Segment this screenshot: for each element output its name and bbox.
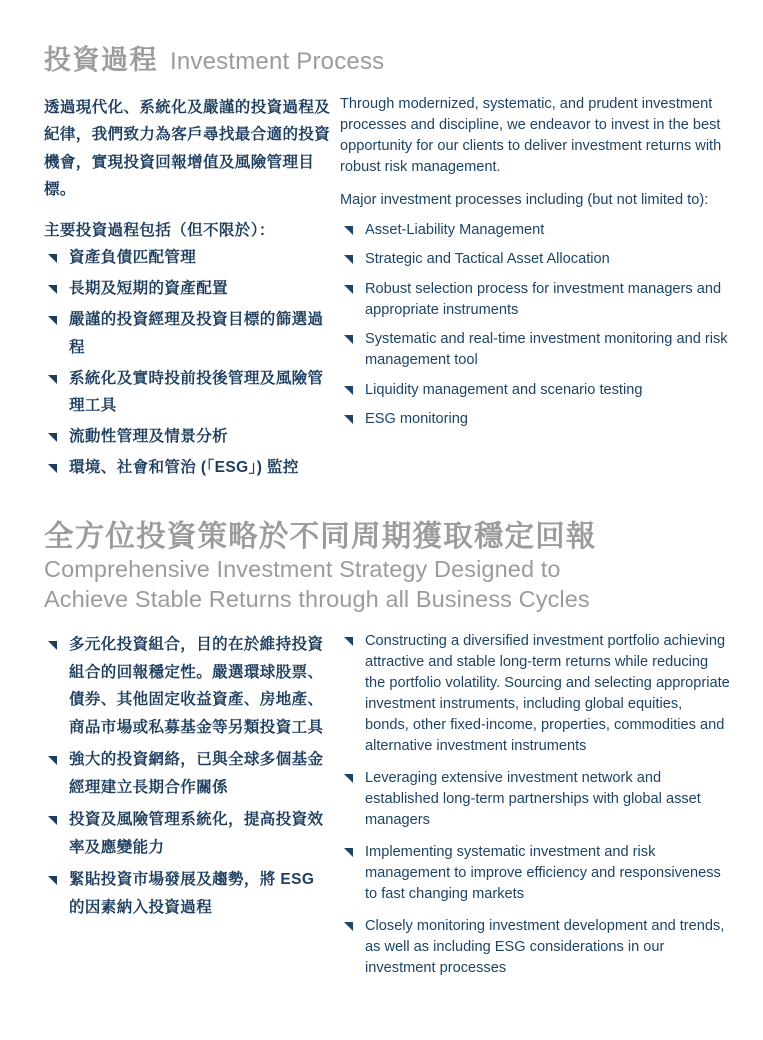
list-item — [340, 631, 730, 757]
triangle-bullet-icon — [47, 640, 58, 651]
section1-right-intro: Major investment processes including (but not limited to): — [340, 191, 709, 208]
list-item — [340, 279, 730, 321]
section2-heading-en-line2: Achieve Stable Returns through all Business Cycles — [44, 585, 590, 612]
section1-heading — [44, 0, 719, 76]
list-item-label: 緊貼投資市場發展及趨勢，將 ESG 的因素納入投資過程 — [69, 871, 315, 916]
list-item-label: Robust selection process for investment managers and appropriate instruments — [365, 280, 722, 318]
list-item — [44, 454, 333, 482]
list-item — [44, 746, 333, 801]
section2-right-column — [333, 631, 730, 990]
triangle-bullet-icon — [343, 254, 354, 265]
triangle-bullet-icon — [47, 432, 58, 443]
list-item — [340, 220, 730, 241]
list-item-label: Liquidity management and scenario testing — [365, 381, 643, 398]
list-item-label: 多元化投資組合，目的在於維持投資組合的回報穩定性。嚴選環球股票、債券、其他固定收益資產、房地產、商品市場或私募基金等另類投資工具 — [69, 636, 324, 736]
triangle-bullet-icon — [47, 253, 58, 264]
section1-left-list — [44, 244, 333, 482]
section1-heading-zh: 投資過程 — [44, 45, 158, 75]
list-item — [44, 244, 333, 272]
section2-right-list — [340, 631, 730, 979]
section1-columns — [44, 94, 728, 486]
triangle-bullet-icon — [343, 847, 354, 858]
list-item — [44, 275, 333, 303]
triangle-bullet-icon — [47, 815, 58, 826]
list-item-label: Constructing a diversified investment portfolio achieving attractive and stable long-term returns while reducing the portfolio volatility. Sourcing and selecting appropriate investment instruments, including global equities, bonds, other fixed-income, properties, commodities and alternative investment instruments — [365, 633, 730, 755]
section1-right-column — [333, 94, 730, 439]
list-item — [340, 380, 730, 401]
triangle-bullet-icon — [47, 315, 58, 326]
investment-strategy-section — [44, 519, 730, 990]
section2-heading-zh: 全方位投資策略於不同周期獲取穩定回報 — [44, 520, 597, 554]
investment-process-section — [44, 0, 728, 485]
list-item-label: 長期及短期的資產配置 — [69, 280, 229, 298]
section2-heading — [44, 519, 719, 614]
triangle-bullet-icon — [343, 921, 354, 932]
list-item-label: 環境、社會和管治 (「ESG」) 監控 — [69, 459, 299, 477]
list-item — [340, 249, 730, 270]
list-item-label: ESG monitoring — [365, 411, 469, 428]
section2-left-list — [44, 631, 333, 921]
list-item-label: Leveraging extensive investment network and established long-term partnerships with global asset managers — [365, 770, 701, 829]
list-item — [44, 866, 333, 921]
list-item-label: 投資及風險管理系統化，提高投資效率及應變能力 — [69, 811, 324, 856]
triangle-bullet-icon — [47, 463, 58, 474]
list-item — [340, 768, 730, 831]
list-item — [44, 365, 333, 420]
section1-heading-en: Investment Process — [170, 48, 385, 75]
list-item-label: Strategic and Tactical Asset Allocation — [365, 251, 610, 268]
list-item — [340, 842, 730, 905]
triangle-bullet-icon — [47, 755, 58, 766]
list-item-label: 系統化及實時投前投後管理及風險管理工具 — [69, 369, 324, 415]
list-item-label: 嚴謹的投資經理及投資目標的篩選過程 — [69, 311, 324, 356]
list-item-label: 流動性管理及情景分析 — [69, 428, 229, 446]
triangle-bullet-icon — [47, 284, 58, 295]
triangle-bullet-icon — [343, 385, 354, 396]
section1-left-column — [44, 94, 333, 486]
triangle-bullet-icon — [343, 773, 354, 784]
section1-left-lead: 透過現代化、系統化及嚴謹的投資過程及紀律，我們致力為客戶尋找最合適的投資機會，實現投資回報增值及風險管理目標。 — [44, 98, 331, 199]
list-item-label: 強大的投資網絡，已與全球多個基金經理建立長期合作關係 — [69, 751, 324, 796]
section2-columns — [44, 631, 730, 990]
list-item — [44, 423, 333, 451]
list-item-label: Closely monitoring investment development and trends, as well as including ESG considerations in our investment processes — [365, 918, 725, 977]
list-item — [44, 806, 333, 861]
triangle-bullet-icon — [343, 225, 354, 236]
section2-heading-en-line1: Comprehensive Investment Strategy Designed to — [44, 556, 561, 583]
list-item-label: Systematic and real-time investment monitoring and risk management tool — [365, 331, 728, 369]
triangle-bullet-icon — [343, 334, 354, 345]
list-item-label: Asset-Liability Management — [365, 221, 545, 238]
list-item-label: 資產負債匹配管理 — [69, 249, 197, 267]
list-item — [340, 916, 730, 979]
section1-left-intro: 主要投資過程包括（但不限於）： — [44, 221, 275, 239]
triangle-bullet-icon — [343, 284, 354, 295]
section1-right-lead: Through modernized, systematic, and prudent investment processes and discipline, we endeavor to invest in the best opportunity for our clients to deliver investment returns with robust risk management. — [340, 95, 722, 175]
list-item — [44, 306, 333, 361]
section2-left-column — [44, 631, 333, 926]
triangle-bullet-icon — [343, 414, 354, 425]
section1-right-list — [340, 220, 730, 431]
list-item — [340, 409, 730, 430]
triangle-bullet-icon — [343, 636, 354, 647]
list-item — [44, 631, 333, 741]
list-item — [340, 329, 730, 371]
triangle-bullet-icon — [47, 374, 58, 385]
list-item-label: Implementing systematic investment and risk management to improve efficiency and responsiveness to fast changing markets — [365, 844, 721, 903]
triangle-bullet-icon — [47, 875, 58, 886]
